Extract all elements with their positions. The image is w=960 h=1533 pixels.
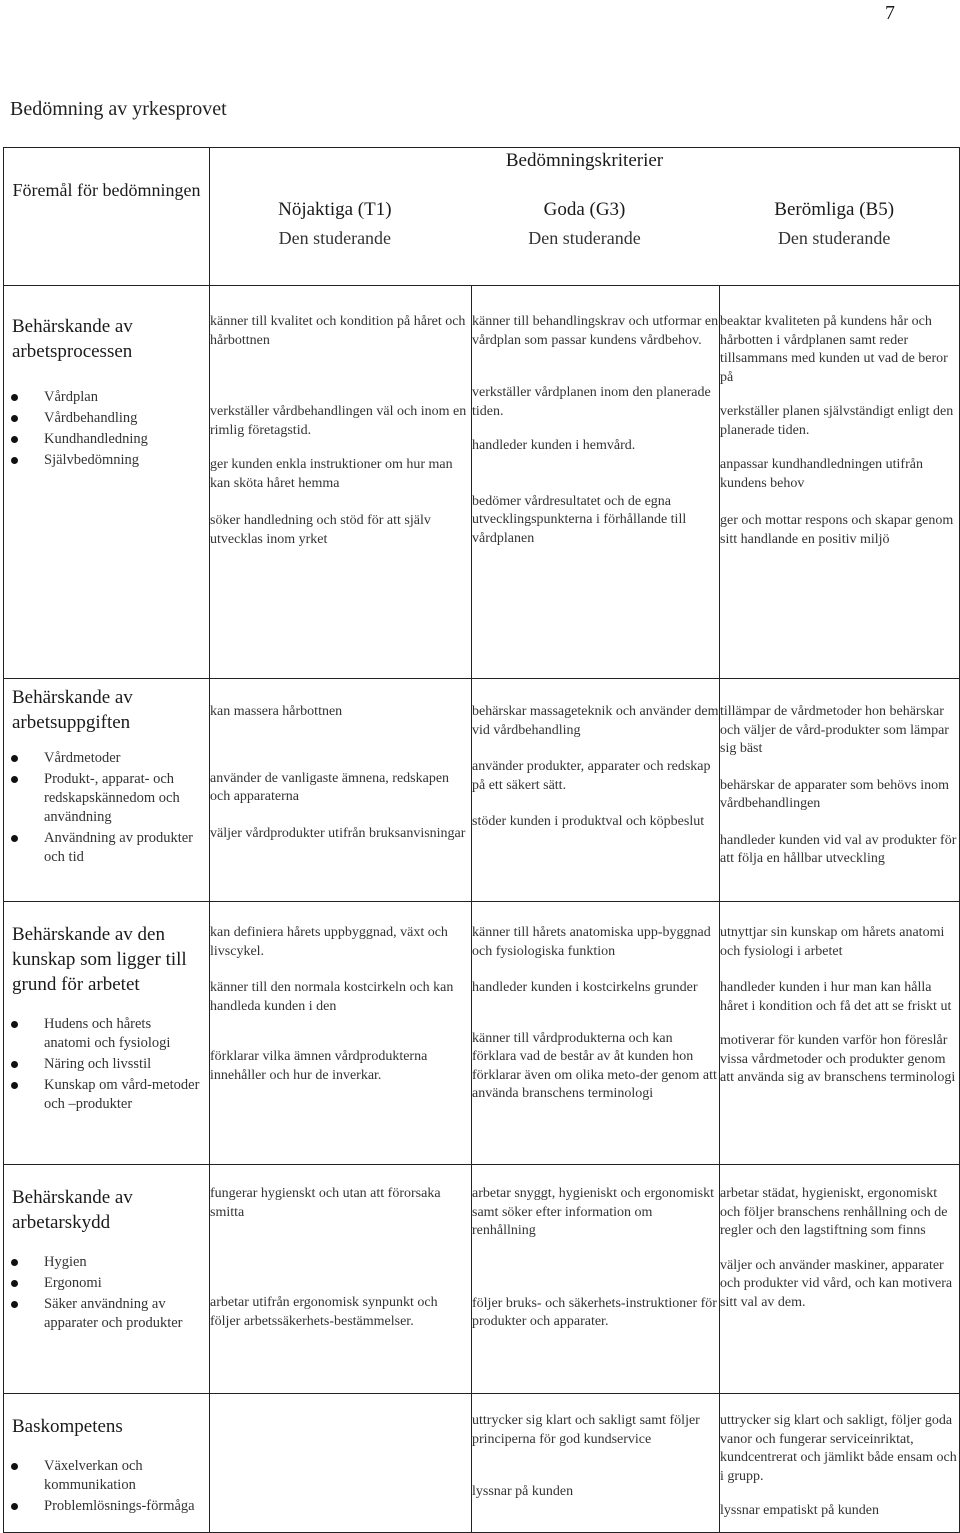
- criterion-text: handleder kunden i hemvård.: [472, 438, 636, 453]
- g3-criteria-cell: [472, 679, 720, 902]
- list-item: Näring och livsstil: [44, 1055, 201, 1074]
- criterion-text: kan massera hårbottnen: [210, 704, 343, 719]
- t1-criteria-cell: [210, 286, 472, 679]
- list-item: Hygien: [44, 1253, 201, 1272]
- criterion-text: känner till behandlingskrav och utformar en vårdplan som passar kundens vårdbehov.: [472, 314, 719, 348]
- header-criteria-cell: [210, 148, 960, 286]
- criterion-text: handleder kunden vid val av produkter för att följa en hållbar utveckling: [720, 832, 957, 866]
- g3-criteria-cell: [472, 1165, 720, 1394]
- criterion-text: väljer vårdprodukter utifrån bruksanvisningar: [210, 825, 466, 841]
- criterion-text: arbetar snyggt, hygieniskt och ergonomiskt samt söker efter information om renhållning: [472, 1186, 714, 1238]
- criterion-text: handleder kunden i hur man kan hålla håret i kondition och få det att se friskt ut: [720, 980, 952, 1014]
- section-row-baskompetens: [4, 1394, 960, 1533]
- level-name: Berömliga (B5): [774, 199, 895, 220]
- criterion-text: söker handledning och stöd för att själv utvecklas inom yrket: [210, 513, 431, 547]
- section-title: Behärskande av den kunskap som ligger till grund för arbetet: [12, 924, 187, 995]
- g3-criteria-cell: [472, 1394, 720, 1533]
- t1-criteria-cell: [210, 902, 472, 1165]
- criterion-text: känner till hårets anatomiska upp-byggnad och fysiologiska funktion: [472, 925, 711, 959]
- section-label-cell: [4, 679, 210, 902]
- section-bullets: [4, 1015, 209, 1114]
- criterion-text: behärskar massageteknik och använder dem vid vårdbehandling: [472, 704, 719, 738]
- criterion-text: känner till vårdprodukterna och kan förklara vad de består av åt kunden hon förklarar även om olika meto-der genom att använda branschens terminologi: [472, 1030, 717, 1101]
- section-bullets: [4, 1253, 209, 1333]
- section-label-cell: [4, 1394, 210, 1533]
- level-name: Nöjaktiga (T1): [278, 199, 392, 220]
- t1-criteria-cell: [210, 1165, 472, 1394]
- criterion-text: motiverar för kunden varför hon föreslår vissa vårdmetoder och produkter genom att använda sig av branschens terminologi: [720, 1033, 956, 1085]
- section-row-arbetsprocessen: [4, 286, 960, 679]
- section-row-arbetsuppgiften: [4, 679, 960, 902]
- criterion-text: stöder kunden i produktval och köpbeslut: [472, 814, 705, 829]
- list-item: Problemlösnings-förmåga: [44, 1497, 201, 1516]
- level-subtitle: Den studerande: [528, 228, 641, 248]
- criterion-text: väljer och använder maskiner, apparater och produkter vid vård, och kan motivera sitt val av dem.: [720, 1257, 953, 1310]
- criterion-text: verkställer planen självständigt enligt den planerade tiden.: [720, 404, 954, 438]
- criterion-text: lyssnar på kunden: [472, 1484, 574, 1499]
- list-item: Användning av produkter och tid: [44, 829, 201, 867]
- criterion-text: beaktar kvaliteten på kundens hår och hårbotten i vårdplanen samt reder tillsammans med kunden ut vad de beror på: [720, 314, 948, 385]
- criteria-title: Bedömningskriterier: [505, 150, 664, 171]
- criterion-text: använder produkter, apparater och redskap på ett säkert sätt.: [472, 759, 711, 793]
- level-t1: [210, 198, 460, 273]
- criterion-text: verkställer vårdplanen inom den planerade tiden.: [472, 385, 711, 419]
- list-item: Ergonomi: [44, 1274, 201, 1293]
- criterion-text: kan definiera hårets uppbyggnad, växt och livscykel.: [210, 925, 448, 959]
- criterion-text: fungerar hygienskt och utan att förorsaka smitta: [210, 1186, 441, 1220]
- criterion-text: ger och mottar respons och skapar genom sitt handlande en positiv miljö: [720, 513, 954, 547]
- section-title: Behärskande av arbetsuppgiften: [12, 687, 133, 733]
- criterion-text: tillämpar de vårdmetoder hon behärskar och väljer de vård-produkter som lämpar sig bäst: [720, 704, 949, 756]
- criterion-text: arbetar utifrån ergonomisk synpunkt och följer arbetssäkerhets-bestämmelser.: [210, 1295, 438, 1329]
- section-title: Behärskande av arbetsprocessen: [12, 316, 133, 362]
- page-number: 7: [885, 2, 895, 24]
- section-bullets: [4, 388, 209, 470]
- document-title: Bedömning av yrkesprovet: [10, 98, 227, 120]
- criterion-text: verkställer vårdbehandlingen väl och inom en rimlig företagstid.: [210, 404, 467, 438]
- level-subtitle: Den studerande: [278, 228, 392, 248]
- criterion-text: använder de vanligaste ämnena, redskapen och apparaterna: [210, 770, 450, 804]
- section-title: Behärskande av arbetarskydd: [12, 1187, 133, 1233]
- table-header-row: [4, 148, 960, 286]
- list-item: Säker användning av apparater och produkter: [44, 1295, 201, 1333]
- b5-criteria-cell: [720, 1394, 960, 1533]
- section-row-kunskap: [4, 902, 960, 1165]
- criterion-text: känner till kvalitet och kondition på håret och hårbottnen: [210, 314, 466, 348]
- section-label-cell: [4, 902, 210, 1165]
- list-item: Hudens och hårets anatomi och fysiologi: [44, 1015, 201, 1053]
- g3-criteria-cell: [472, 286, 720, 679]
- t1-criteria-cell: [210, 1394, 472, 1533]
- criterion-text: handleder kunden i kostcirkelns grunder: [472, 980, 698, 995]
- section-title: Baskompetens: [12, 1416, 123, 1437]
- section-label-cell: [4, 286, 210, 679]
- level-g3: [460, 198, 710, 273]
- list-item: Kunskap om vård-metoder och –produkter: [44, 1077, 200, 1112]
- criterion-text: arbetar städat, hygieniskt, ergonomiskt och följer branschens renhållning och de regler och den lagstiftning som finns: [720, 1186, 948, 1238]
- level-subtitle: Den studerande: [777, 228, 891, 248]
- list-item: Vårdbehandling: [44, 409, 201, 428]
- criterion-text: förklarar vilka ämnen vårdprodukterna innehåller och hur de inverkar.: [210, 1049, 428, 1083]
- section-bullets: [4, 749, 209, 867]
- header-object-label: Föremål för bedömningen: [12, 180, 201, 200]
- list-item: Växelverkan och kommunikation: [44, 1457, 201, 1495]
- level-b5: [709, 198, 959, 273]
- criterion-text: utnyttjar sin kunskap om hårets anatomi och fysiologi i arbetet: [720, 925, 945, 959]
- criterion-text: anpassar kundhandledningen utifrån kundens behov: [720, 457, 923, 491]
- list-item: Vårdmetoder: [44, 749, 201, 768]
- g3-criteria-cell: [472, 902, 720, 1165]
- criterion-text: behärskar de apparater som behövs inom vårdbehandlingen: [720, 777, 949, 811]
- section-bullets: [4, 1457, 209, 1516]
- header-object-cell: [4, 148, 210, 286]
- level-name: Goda (G3): [543, 199, 626, 220]
- t1-criteria-cell: [210, 679, 472, 902]
- b5-criteria-cell: [720, 679, 960, 902]
- b5-criteria-cell: [720, 286, 960, 679]
- list-item: Produkt-, apparat- och redskapskännedom och användning: [44, 770, 201, 827]
- section-label-cell: [4, 1165, 210, 1394]
- assessment-table: [3, 147, 960, 1533]
- criterion-text: bedömer vårdresultatet och de egna utvecklingspunkterna i förhållande till vårdplanen: [472, 493, 687, 546]
- list-item: Vårdplan: [44, 388, 201, 407]
- list-item: Kundhandledning: [44, 430, 201, 449]
- criterion-text: följer bruks- och säkerhets-instruktioner för produkter och apparater.: [472, 1295, 717, 1329]
- criterion-text: uttrycker sig klart och sakligt samt följer principerna för god kundservice: [472, 1413, 700, 1447]
- section-row-arbetarskydd: [4, 1165, 960, 1394]
- criterion-text: lyssnar empatiskt på kunden: [720, 1503, 880, 1518]
- criteria-levels: [210, 198, 959, 273]
- b5-criteria-cell: [720, 1165, 960, 1394]
- b5-criteria-cell: [720, 902, 960, 1165]
- list-item: Självbedömning: [44, 451, 201, 470]
- criterion-text: uttrycker sig klart och sakligt, följer goda vanor och fungerar serviceinriktat, kundcentrerat och jämlikt både ensam och i grupp.: [720, 1413, 957, 1484]
- criterion-text: ger kunden enkla instruktioner om hur man kan sköta håret hemma: [210, 457, 453, 491]
- criterion-text: känner till den normala kostcirkeln och kan handleda kunden i den: [210, 980, 454, 1014]
